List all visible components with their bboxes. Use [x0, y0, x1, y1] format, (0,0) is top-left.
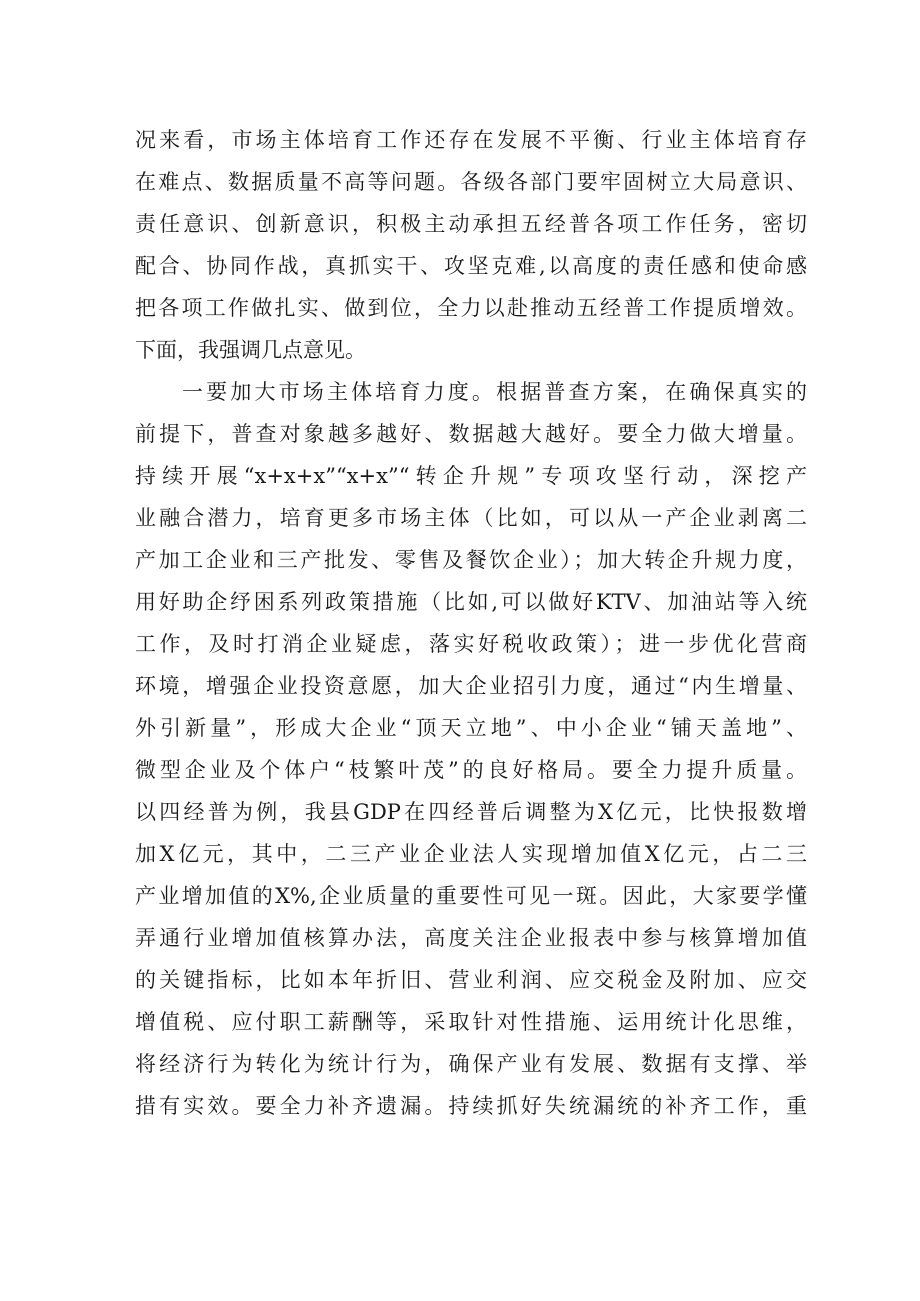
- text-line: 以四经普为例，我县GDP在四经普后调整为X亿元，比快报数增: [135, 800, 807, 824]
- text-line: 措有实效。要全力补齐遗漏。持续抓好失统漏统的补齐工作，重: [135, 1094, 807, 1118]
- text-line: 加X亿元，其中，二三产业企业法人实现增加值X亿元，占二三: [135, 842, 807, 866]
- document-page: [135, 119, 807, 1127]
- text-line: 下面，我强调几点意见。: [135, 338, 366, 362]
- paragraph: [135, 119, 807, 371]
- text-line: 将经济行为转化为统计行为，确保产业有发展、数据有支撑、举: [135, 1052, 807, 1076]
- paragraph: [135, 371, 807, 1127]
- text-line: 前提下，普查对象越多越好、数据越大越好。要全力做大增量。: [135, 422, 807, 446]
- text-line: 责任意识、创新意识，积极主动承担五经普各项工作任务，密切: [135, 212, 807, 236]
- text-line: 业融合潜力，培育更多市场主体（比如，可以从一产企业剥离二: [135, 506, 807, 530]
- text-line: 把各项工作做扎实、做到位，全力以赴推动五经普工作提质增效。: [135, 296, 807, 320]
- text-line: 配合、协同作战，真抓实干、攻坚克难,以高度的责任感和使命感: [135, 254, 807, 278]
- text-line: 在难点、数据质量不高等问题。各级各部门要牢固树立大局意识、: [135, 170, 807, 194]
- text-line: 的关键指标，比如本年折旧、营业利润、应交税金及附加、应交: [135, 968, 807, 992]
- text-line: 产加工企业和三产批发、零售及餐饮企业）；加大转企升规力度，: [135, 548, 807, 572]
- text-line: 况来看，市场主体培育工作还存在发展不平衡、行业主体培育存: [135, 128, 807, 152]
- text-line: 外引新量”，形成大企业“顶天立地”、中小企业“铺天盖地”、: [135, 716, 807, 740]
- text-line: 工作，及时打消企业疑虑，落实好税收政策）；进一步优化营商: [135, 632, 807, 656]
- text-line: 产业增加值的X%,企业质量的重要性可见一斑。因此，大家要学懂: [135, 884, 807, 908]
- text-line: 一要加大市场主体培育力度。根据普查方案，在确保真实的: [182, 380, 807, 404]
- text-line: 环境，增强企业投资意愿，加大企业招引力度，通过“内生增量、: [135, 674, 807, 698]
- text-line: 用好助企纾困系列政策措施（比如,可以做好KTV、加油站等入统: [135, 590, 807, 614]
- text-line: 增值税、应付职工薪酬等，采取针对性措施、运用统计化思维，: [135, 1010, 807, 1034]
- text-line: 弄通行业增加值核算办法，高度关注企业报表中参与核算增加值: [135, 926, 807, 950]
- text-line: 微型企业及个体户“枝繁叶茂”的良好格局。要全力提升质量。: [135, 758, 807, 782]
- text-line: 持续开展“x+x+x”“x+x”“转企升规”专项攻坚行动，深挖产: [135, 464, 807, 488]
